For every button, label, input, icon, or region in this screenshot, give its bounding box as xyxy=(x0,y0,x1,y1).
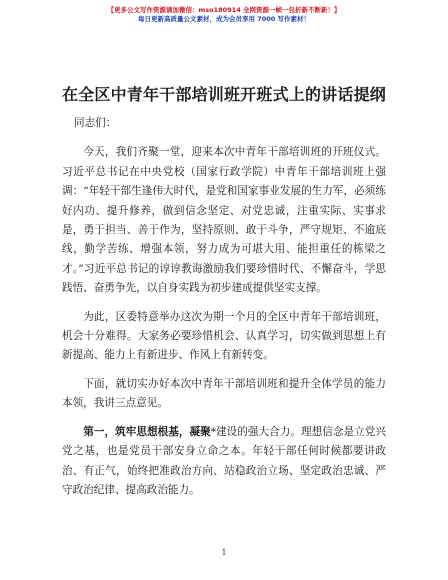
paragraph-purpose: 为此，区委特意举办这次为期一个月的全区中青年干部培训班，机会十分难得。大家务必要珍惜机会、认真学习，切实做到思想上有新提高、能力上有新进步、作风上有新转变。 xyxy=(62,310,386,362)
promo-banner xyxy=(0,6,448,24)
paragraph-transition: 下面，就切实办好本次中青年干部培训班和提升全体学员的能力本领，我讲三点意见。 xyxy=(62,377,386,410)
document-title: 在全区中青年干部培训班开班式上的讲话提纲 xyxy=(61,85,386,104)
point-one-text: *建设的强大合力。理想信念是立党兴党之基，也是党员干部安身立命之本。年轻干部任何时候都要讲政治、有正气，始终把准政治方向、站稳政治立场、坚定政治忠诚、严守政治纪律、提高政治能力。 xyxy=(62,425,387,496)
paragraph-opening: 今天，我们齐聚一堂，迎来本次中青年干部培训班的开班仪式。习近平总书记在中央党校（国家行政学院）中青年干部培训班上强调：“年轻干部生逢伟大时代，是党和国家事业发展的生力军，必须练好内功、提升修养，做到信念坚定、对党忠诚，注重实际、实事求是，勇于担当、善于作为，坚持原则、敢于斗争，严守规矩、不逾底线，勤学苦练、增强本领，努力成为可堪大用、能担重任的栋梁之才。”习近平总书记的谆谆教诲激励我们要珍惜时代、不懈奋斗，学思践悟、奋勇争先，以自身实践为初步建成提供坚实支撑。 xyxy=(62,146,386,295)
promo-line-membership: 每日更新高质量公文素材，成为会员享用 7000 写作素材！ xyxy=(137,15,311,23)
point-one-heading: 第一，筑牢思想根基，凝聚 xyxy=(83,425,211,438)
promo-line-wechat: 【更多公文写作资源请加微信：mso180914 全网资源一帧一包折新不断新！】 xyxy=(107,6,341,14)
salutation: 同志们： xyxy=(74,117,117,129)
document-body xyxy=(62,114,386,509)
page-number: 1 xyxy=(221,548,227,557)
paragraph-point-one xyxy=(62,423,386,501)
